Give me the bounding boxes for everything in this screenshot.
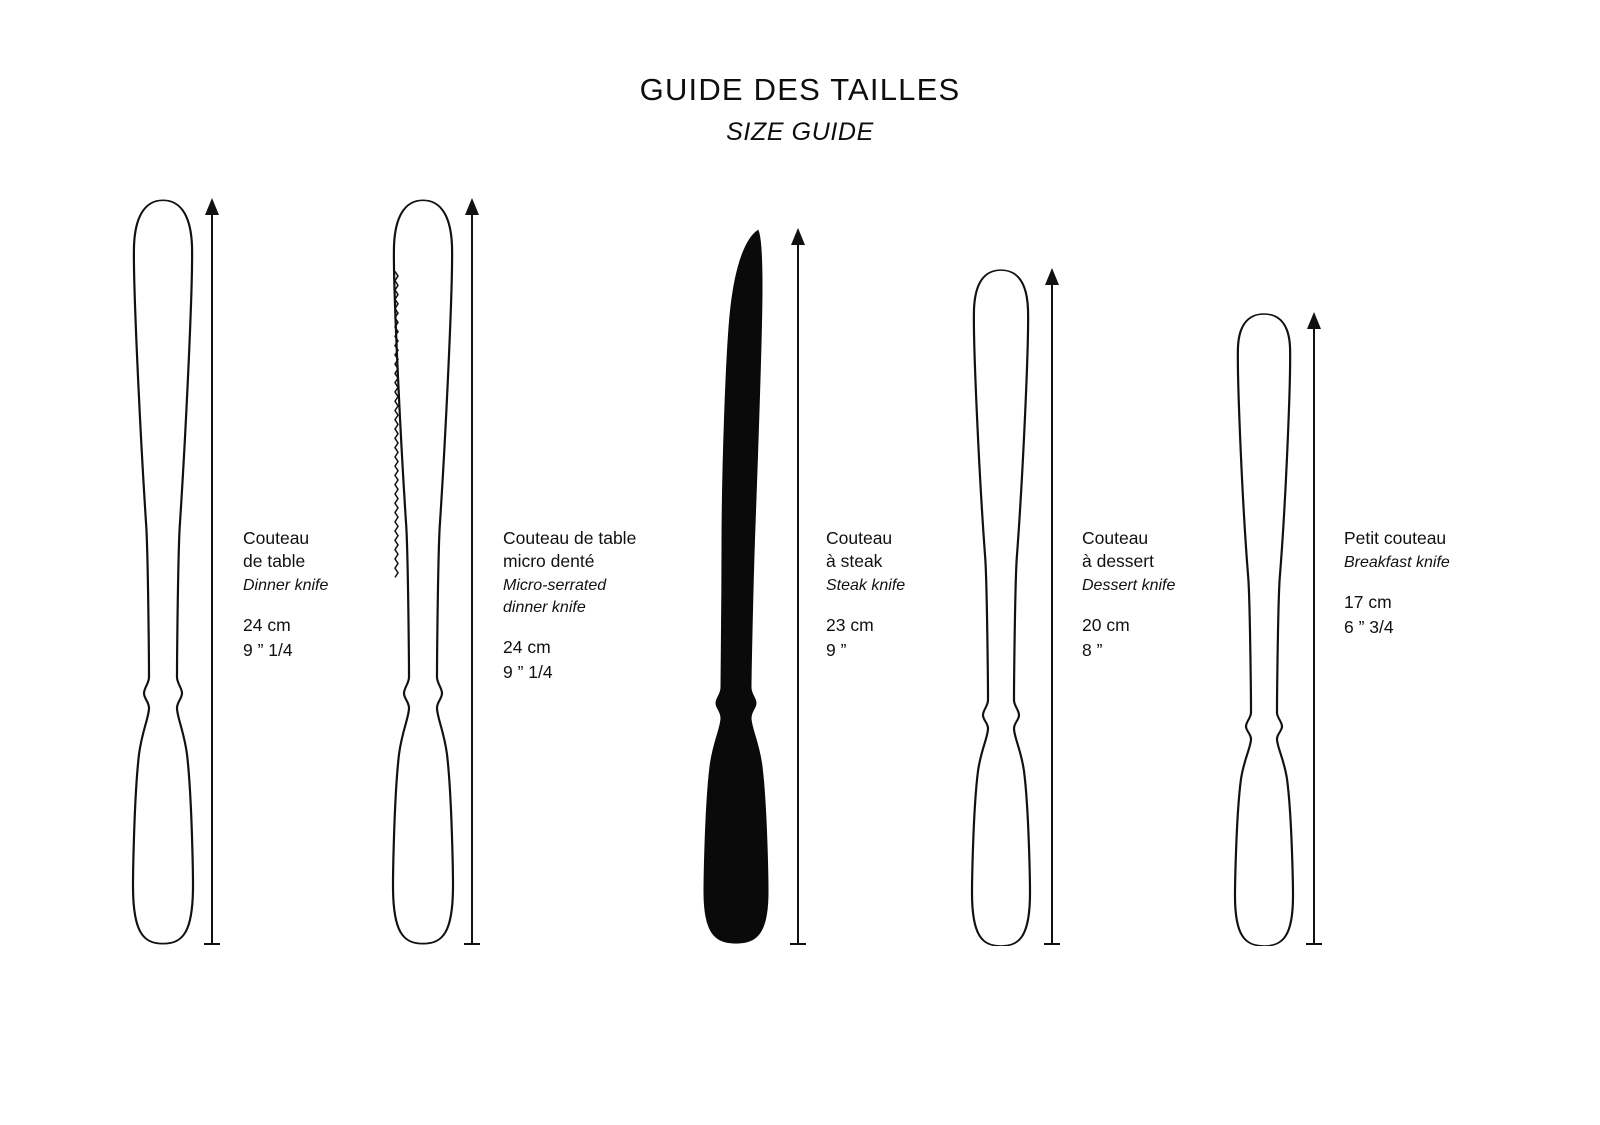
- steak-knife-name-line1: Couteau: [826, 528, 893, 548]
- micro-serrated-knife-name-en-line2: dinner knife: [503, 599, 586, 616]
- dessert-knife-name-line2: à dessert: [1082, 551, 1154, 571]
- steak-knife-caption: [826, 527, 905, 663]
- micro-serrated-knife-name-line2: micro denté: [503, 551, 595, 571]
- steak-knife-name-line2: à steak: [826, 551, 883, 571]
- micro-serrated-knife-size-cm: 24 cm: [503, 637, 551, 657]
- page-title: GUIDE DES TAILLES: [639, 72, 961, 107]
- dinner-knife-measure-arrow: [200, 198, 224, 946]
- breakfast-knife-size-cm: 17 cm: [1344, 592, 1392, 612]
- micro-serrated-knife-name-line1: Couteau de table: [503, 528, 637, 548]
- dinner-knife-name-line1: Couteau: [243, 528, 310, 548]
- steak-knife-name-en: Steak knife: [826, 577, 906, 594]
- micro-serrated-knife-measure-arrow: [460, 198, 484, 946]
- dessert-knife-size-in: 8 ”: [1082, 640, 1103, 660]
- breakfast-knife-name-line1: Petit couteau: [1344, 528, 1447, 548]
- page-header: [0, 72, 1600, 147]
- steak-knife-measure-arrow: [786, 228, 810, 946]
- steak-knife-size-cm: 23 cm: [826, 615, 874, 635]
- dessert-knife-size-cm: 20 cm: [1082, 615, 1130, 635]
- dessert-knife-name-en: Dessert knife: [1082, 577, 1176, 594]
- steak-knife-size-in: 9 ”: [826, 640, 847, 660]
- breakfast-knife-measure-arrow: [1302, 312, 1326, 946]
- micro-serrated-knife-size-in: 9 ” 1/4: [503, 662, 553, 682]
- dinner-knife-size-in: 9 ” 1/4: [243, 640, 293, 660]
- breakfast-knife-caption: [1344, 527, 1450, 640]
- breakfast-knife-name-en: Breakfast knife: [1344, 554, 1450, 571]
- dessert-knife-caption: [1082, 527, 1175, 663]
- dessert-knife-name-line1: Couteau: [1082, 528, 1149, 548]
- dessert-knife-illustration: [958, 268, 1044, 946]
- micro-serrated-knife-name-en-line1: Micro-serrated: [503, 577, 607, 594]
- dinner-knife-name-en: Dinner knife: [243, 577, 329, 594]
- micro-serrated-knife-caption: [503, 527, 636, 685]
- micro-serrated-knife-illustration: [378, 198, 468, 973]
- dessert-knife-measure-arrow: [1040, 268, 1064, 946]
- dinner-knife-size-cm: 24 cm: [243, 615, 291, 635]
- page-subtitle: SIZE GUIDE: [726, 117, 874, 146]
- dinner-knife-name-line2: de table: [243, 551, 306, 571]
- breakfast-knife-illustration: [1222, 312, 1306, 946]
- dinner-knife-caption: [243, 527, 328, 663]
- dinner-knife-illustration: [118, 198, 208, 973]
- breakfast-knife-size-in: 6 ” 3/4: [1344, 617, 1394, 637]
- steak-knife-illustration: [700, 228, 792, 946]
